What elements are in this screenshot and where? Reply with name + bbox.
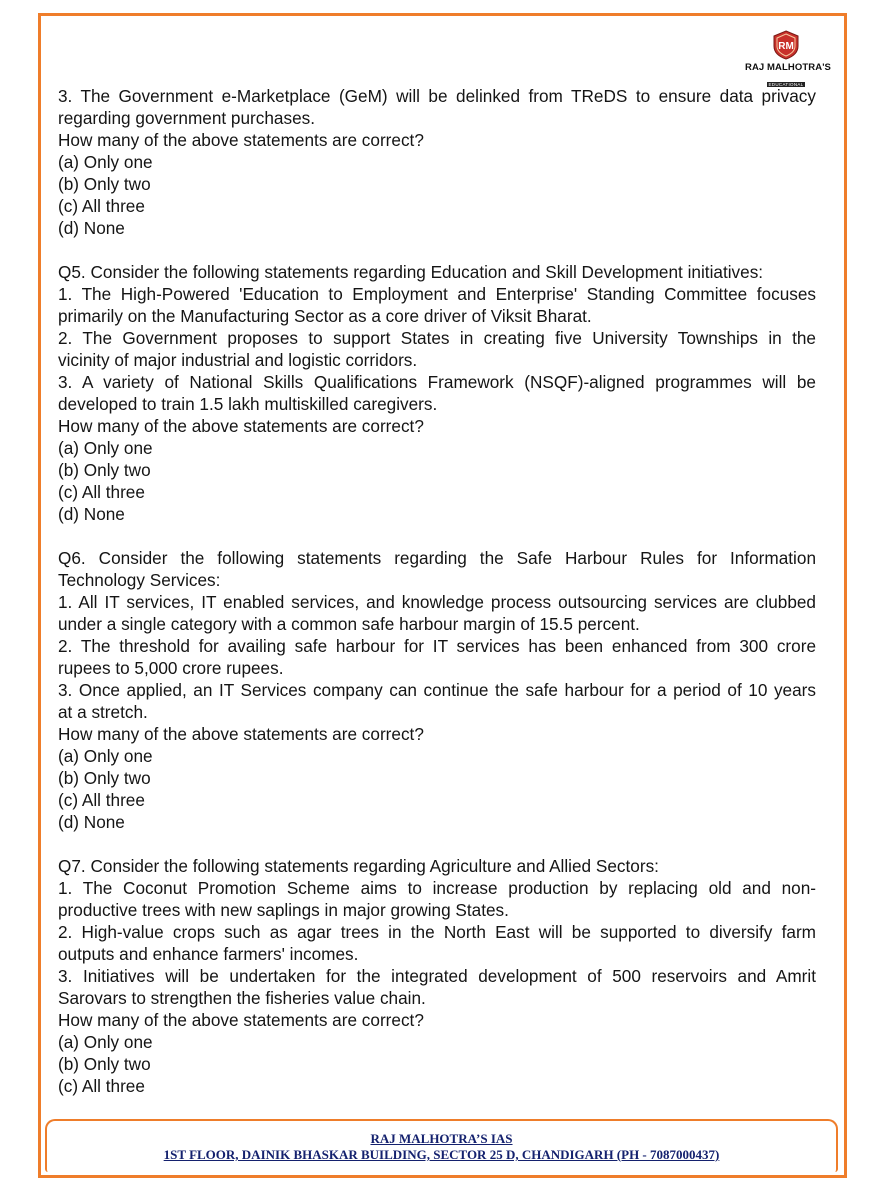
text-line: Q6. Consider the following statements regarding the Safe Harbour Rules for Information: [58, 548, 816, 568]
text-line: How many of the above statements are correct?: [58, 1010, 424, 1030]
question-block: [58, 261, 816, 525]
question-block: [58, 547, 816, 833]
text-line: regarding government purchases.: [58, 108, 316, 128]
text-line: (c) All three: [58, 1076, 145, 1096]
text-line: 2. The threshold for availing safe harbour for IT services has been enhanced from 300 crore: [58, 636, 816, 656]
logo-mark: RM: [778, 41, 794, 52]
block-gap: [58, 239, 816, 261]
text-line: 3. A variety of National Skills Qualifications Framework (NSQF)-aligned programmes will be: [58, 372, 816, 392]
text-line: 3. The Government e-Marketplace (GeM) will be delinked from TReDS to ensure data privacy: [58, 86, 816, 106]
shield-logo-icon: [771, 30, 801, 60]
logo-name: RAJ MALHOTRA'S: [745, 62, 831, 73]
text-line: (d) None: [58, 218, 125, 238]
text-line: 2. High-value crops such as agar trees in the North East will be supported to diversify farm: [58, 922, 816, 942]
text-line: Q7. Consider the following statements regarding Agriculture and Allied Sectors:: [58, 856, 659, 876]
page-footer: [45, 1119, 838, 1172]
text-line: developed to train 1.5 lakh multiskilled caregivers.: [58, 394, 438, 414]
logo-subtitle: EDUCATIONAL: [768, 82, 804, 87]
text-line: vicinity of major industrial and logistic corridors.: [58, 350, 418, 370]
text-line: (b) Only two: [58, 768, 151, 788]
text-line: (a) Only one: [58, 438, 153, 458]
question-block: [58, 855, 816, 1097]
text-line: 1. The Coconut Promotion Scheme aims to increase production by replacing old and non-: [58, 878, 816, 898]
text-line: 1. The High-Powered 'Education to Employment and Enterprise' Standing Committee focuses: [58, 284, 816, 304]
text-line: (c) All three: [58, 482, 145, 502]
text-line: (a) Only one: [58, 746, 153, 766]
text-line: (b) Only two: [58, 1054, 151, 1074]
text-line: primarily on the Manufacturing Sector as a core driver of Viksit Bharat.: [58, 306, 592, 326]
text-line: (b) Only two: [58, 174, 151, 194]
text-line: (d) None: [58, 504, 125, 524]
text-line: under a single category with a common safe harbour margin of 15.5 percent.: [58, 614, 640, 634]
text-line: Technology Services:: [58, 570, 221, 590]
text-line: (a) Only one: [58, 1032, 153, 1052]
footer-address: 1ST FLOOR, DAINIK BHASKAR BUILDING, SECTOR 25 D, CHANDIGARH (PH - 7087000437): [163, 1147, 720, 1162]
text-line: Q5. Consider the following statements regarding Education and Skill Development initiatives:: [58, 262, 764, 282]
text-line: (a) Only one: [58, 152, 153, 172]
question-content: [58, 85, 816, 1097]
text-line: (b) Only two: [58, 460, 151, 480]
text-line: How many of the above statements are correct?: [58, 416, 424, 436]
text-line: 1. All IT services, IT enabled services, and knowledge process outsourcing services are clubbed: [58, 592, 816, 612]
text-line: outputs and enhance farmers' incomes.: [58, 944, 359, 964]
text-line: rupees to 5,000 crore rupees.: [58, 658, 284, 678]
text-line: at a stretch.: [58, 702, 148, 722]
block-gap: [58, 833, 816, 855]
text-line: How many of the above statements are correct?: [58, 130, 424, 150]
text-line: productive trees with new saplings in major growing States.: [58, 900, 509, 920]
text-line: (c) All three: [58, 196, 145, 216]
question-block: [58, 85, 816, 239]
text-line: 3. Once applied, an IT Services company can continue the safe harbour for a period of 10 years: [58, 680, 816, 700]
text-line: How many of the above statements are correct?: [58, 724, 424, 744]
text-line: 2. The Government proposes to support States in creating five University Townships in the: [58, 328, 816, 348]
block-gap: [58, 525, 816, 547]
brand-logo: [745, 30, 831, 91]
text-line: (c) All three: [58, 790, 145, 810]
text-line: 3. Initiatives will be undertaken for the integrated development of 500 reservoirs and Amrit: [58, 966, 816, 986]
footer-institute-name: RAJ MALHOTRA’S IAS: [370, 1131, 513, 1146]
text-line: (d) None: [58, 812, 125, 832]
text-line: Sarovars to strengthen the fisheries value chain.: [58, 988, 426, 1008]
